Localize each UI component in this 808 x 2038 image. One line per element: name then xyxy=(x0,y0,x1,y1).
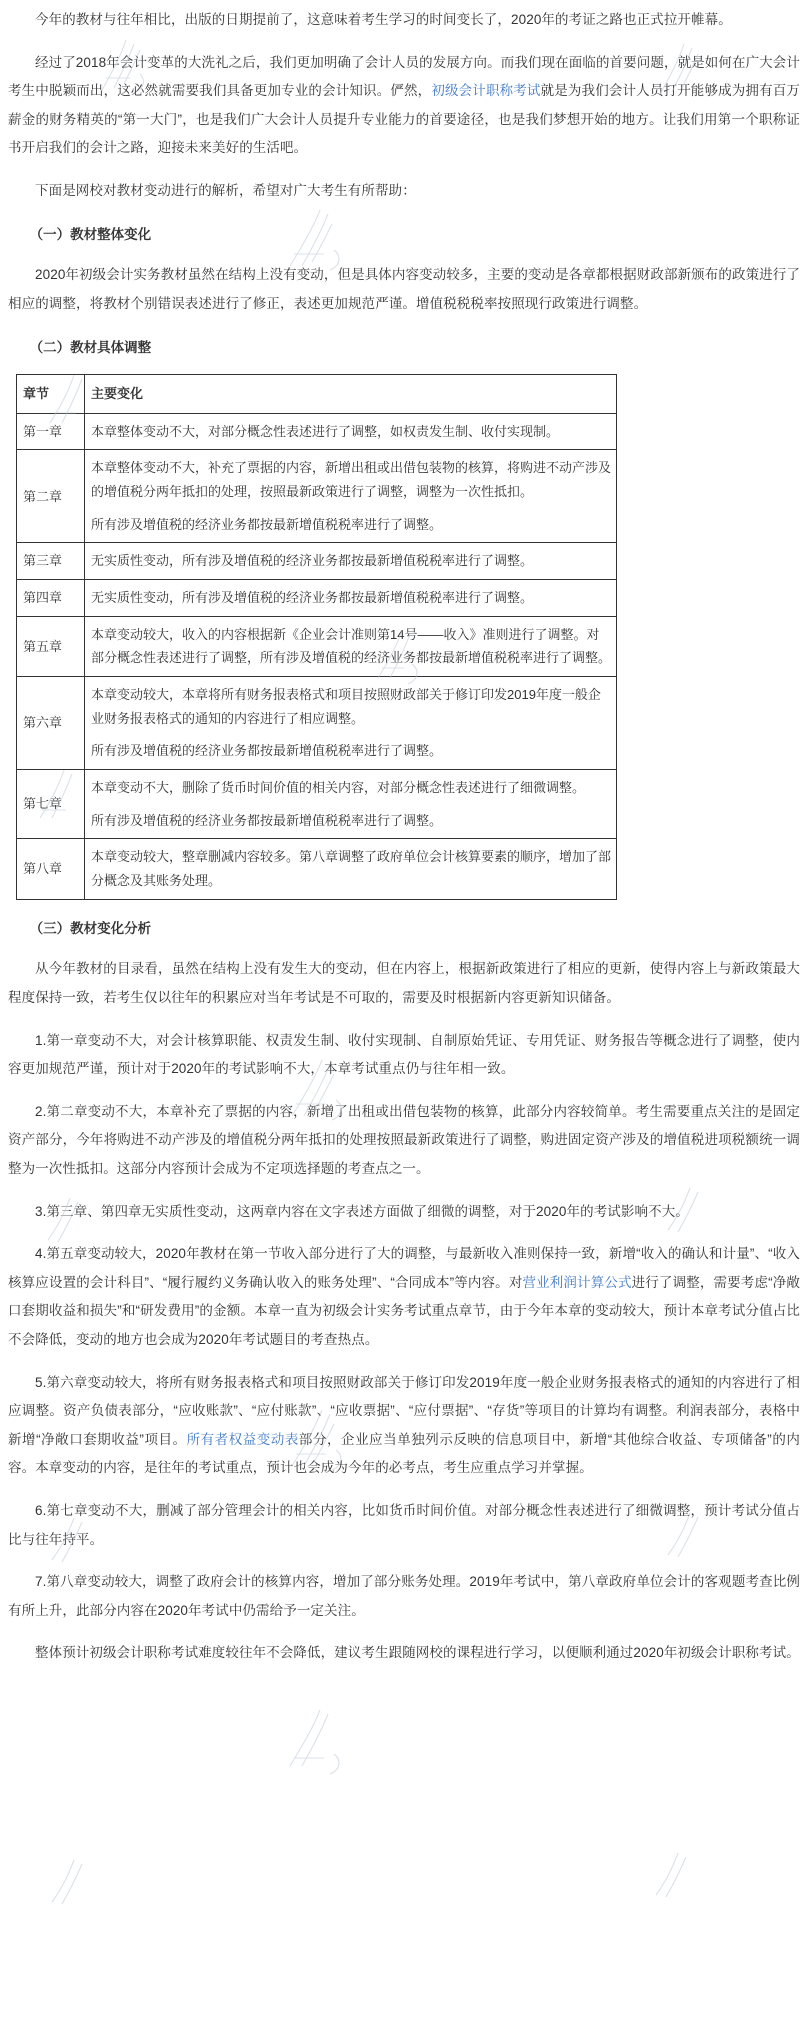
table-row xyxy=(17,580,617,617)
table-row xyxy=(17,770,617,839)
change-line: 本章变动不大，删除了货币时间价值的相关内容，对部分概念性表述进行了细微调整。 xyxy=(91,780,586,796)
watermark-scribble-icon xyxy=(648,1845,708,1905)
change-line: 本章整体变动不大，补充了票据的内容，新增出租或出借包装物的核算，将购进不动产涉及的增值税分两年抵扣的处理，按照最新政策进行了调整，调整为一次性抵扣。 xyxy=(91,460,612,500)
analysis-item-4 xyxy=(8,1240,800,1354)
analysis-item-3: 3.第三章、第四章无实质性变动，这两章内容在文字表述方面做了细微的调整，对于2020年的考试影响不大。 xyxy=(35,1203,689,1219)
table-cell-changes xyxy=(85,839,617,899)
table-header-row xyxy=(17,375,617,414)
section-three-intro: 从今年教材的目录看，虽然在结构上没有发生大的变动，但在内容上，根据新政策进行了相应的更新，使得内容上与新政策最大程度保持一致，若考生仅以往年的积累应对当年考试是不可取的，需要及时根据新内容更新知识储备。 xyxy=(8,961,800,1005)
intro-paragraph-2 xyxy=(8,49,800,163)
table-cell-changes xyxy=(85,677,617,770)
section-two-heading: （二）教材具体调整 xyxy=(29,339,152,355)
analysis-item-5 xyxy=(8,1369,800,1483)
item4-before-link: 4.第五章变动较大，2020年教材在第一节收入部分进行了大的调整，与最新收入准则保持一致，新增“收入的确认和计量”、“收入核算应设置的会计科目”、“履行履约义务确认收入的账务处理”、“合同成本”等内容。对 xyxy=(8,1246,800,1290)
table-row xyxy=(17,413,617,450)
change-line: 所有涉及增值税的经济业务都按最新增值税税率进行了调整。 xyxy=(91,743,443,759)
intro-p2-before-link: 经过了2018年会计变革的大洗礼之后，我们更加明确了会计人员的发展方向。而我们现在面临的首要问题，就是如何在广大会计考生中脱颖而出，这必然就需要我们具备更加专业的会计知识。俨然， xyxy=(8,54,800,99)
change-line: 所有涉及增值税的经济业务都按最新增值税税率进行了调整。 xyxy=(91,516,443,532)
link-operating-profit-formula[interactable]: 营业利润计算公式 xyxy=(522,1274,632,1290)
intro-paragraph-3: 下面是网校对教材变动进行的解析，希望对广大考生有所帮助： xyxy=(35,183,416,199)
change-line: 无实质性变动，所有涉及增值税的经济业务都按最新增值税税率进行了调整。 xyxy=(91,590,534,606)
conclusion-paragraph: 整体预计初级会计职称考试难度较往年不会降低，建议考生跟随网校的课程进行学习，以便顺利通过2020年初级会计职称考试。 xyxy=(35,1645,800,1661)
change-line: 所有涉及增值税的经济业务都按最新增值税税率进行了调整。 xyxy=(91,812,443,828)
intro-paragraph-1: 今年的教材与往年相比，出版的日期提前了，这意味着考生学习的时间变长了，2020年的考证之路也正式拉开帷幕。 xyxy=(35,12,732,27)
table-row xyxy=(17,677,617,770)
section-three-heading: （三）教材变化分析 xyxy=(29,920,152,936)
link-owners-equity-statement[interactable]: 所有者权益变动表 xyxy=(186,1431,299,1447)
table-cell-changes xyxy=(85,616,617,676)
analysis-item-1: 1.第一章变动不大，对会计核算职能、权责发生制、收付实现制、自制原始凭证、专用凭证、财务报告等概念进行了调整，使内容更加规范严谨，预计对于2020年的考试影响不大，本章考试重点仍与往年相一致。 xyxy=(8,1032,800,1077)
section-one-heading: （一）教材整体变化 xyxy=(29,226,152,242)
table-row xyxy=(17,616,617,676)
table-row xyxy=(17,450,617,543)
table-cell-chapter: 第八章 xyxy=(17,839,85,899)
change-line: 本章变动较大，整章删减内容较多。第八章调整了政府单位会计核算要素的顺序，增加了部分概念及其账务处理。 xyxy=(91,849,612,888)
table-cell-chapter: 第四章 xyxy=(17,580,85,617)
table-cell-chapter: 第二章 xyxy=(17,450,85,543)
table-header-changes: 主要变化 xyxy=(85,375,617,414)
watermark-scribble-icon xyxy=(280,1700,360,1780)
change-line: 无实质性变动，所有涉及增值税的经济业务都按最新增值税税率进行了调整。 xyxy=(91,553,534,569)
table-cell-chapter: 第三章 xyxy=(17,543,85,580)
table-cell-changes xyxy=(85,580,617,617)
textbook-changes-table xyxy=(16,374,617,900)
table-row xyxy=(17,543,617,580)
change-line: 本章整体变动不大，对部分概念性表述进行了调整，如权责发生制、收付实现制。 xyxy=(91,423,560,439)
table-cell-changes xyxy=(85,543,617,580)
intro-p2-after-link: 就是为我们会计人员打开能够成为拥有百万薪金的财务精英的“第一大门”，也是我们广大会计人员提升专业能力的首要途径，也是我们梦想开始的地方。让我们用第一个职称证书开启我们的会计之路，迎接未来美好的生活吧。 xyxy=(8,83,800,156)
table-header-chapter: 章节 xyxy=(17,375,85,414)
item5-after-link: 部分，企业应当单独列示反映的信息项目中，新增“其他综合收益、专项储备”的内容。本章变动的内容，是往年的考试重点，预计也会成为今年的必考点，考生应重点学习并掌握。 xyxy=(8,1431,800,1476)
table-cell-chapter: 第五章 xyxy=(17,616,85,676)
section-one-body: 2020年初级会计实务教材虽然在结构上没有变动，但是具体内容变动较多，主要的变动是各章都根据财政部新颁布的政策进行了相应的调整，将教材个别错误表述进行了修正，表述更加规范严谨。增值税税税率按照现行政策进行调整。 xyxy=(8,267,800,311)
table-row xyxy=(17,839,617,899)
change-line: 本章变动较大，本章将所有财务报表格式和项目按照财政部关于修订印发2019年度一般企业财务报表格式的通知的内容进行了相应调整。 xyxy=(91,687,601,726)
watermark-scribble-icon xyxy=(44,1852,104,1912)
table-cell-chapter: 第七章 xyxy=(17,770,85,839)
table-cell-changes xyxy=(85,770,617,839)
change-line: 本章变动较大，收入的内容根据新《企业会计准则第14号——收入》准则进行了调整。对部分概念性表述进行了调整，所有涉及增值税的经济业务都按最新增值税税率进行了调整。 xyxy=(91,626,612,666)
table-cell-changes xyxy=(85,450,617,543)
table-cell-changes xyxy=(85,413,617,450)
analysis-item-2: 2.第二章变动不大，本章补充了票据的内容，新增了出租或出借包装物的核算，此部分内容较简单。考生需要重点关注的是固定资产部分，今年将购进不动产涉及的增值税分两年抵扣的处理按照最新政策进行了调整，购进固定资产涉及的增值税进项税额统一调整为一次性抵扣。这部分内容预计会成为不定项选择题的考查点之一。 xyxy=(8,1103,800,1176)
item5-before-link: 5.第六章变动较大，将所有财务报表格式和项目按照财政部关于修订印发2019年度一般企业财务报表格式的通知的内容进行了相应调整。资产负债表部分，“应收账款”、“应付账款”、“应收票据”、“应付票据”、“存货”等项目的计算均有调整。利润表部分，表格中新增“净敞口套期收益”项目。 xyxy=(8,1374,800,1447)
table-cell-chapter: 第六章 xyxy=(17,677,85,770)
item4-after-link: 进行了调整，需要考虑“净敞口套期收益和损失”和“研发费用”的金额。本章一直为初级会计实务考试重点章节，由于今年本章的变动较大，预计本章考试分值占比不会降低，变动的地方也会成为2020年考试题目的考查热点。 xyxy=(8,1274,800,1347)
link-junior-accounting-exam[interactable]: 初级会计职称考试 xyxy=(431,83,541,99)
analysis-item-7: 7.第八章变动较大，调整了政府会计的核算内容，增加了部分账务处理。2019年考试中，第八章政府单位会计的客观题考查比例有所上升，此部分内容在2020年考试中仍需给予一定关注。 xyxy=(8,1574,800,1618)
table-body xyxy=(17,413,617,899)
analysis-item-6: 6.第七章变动不大，删减了部分管理会计的相关内容，比如货币时间价值。对部分概念性表述进行了细微调整，预计考试分值占比与往年持平。 xyxy=(8,1503,800,1547)
table-cell-chapter: 第一章 xyxy=(17,413,85,450)
